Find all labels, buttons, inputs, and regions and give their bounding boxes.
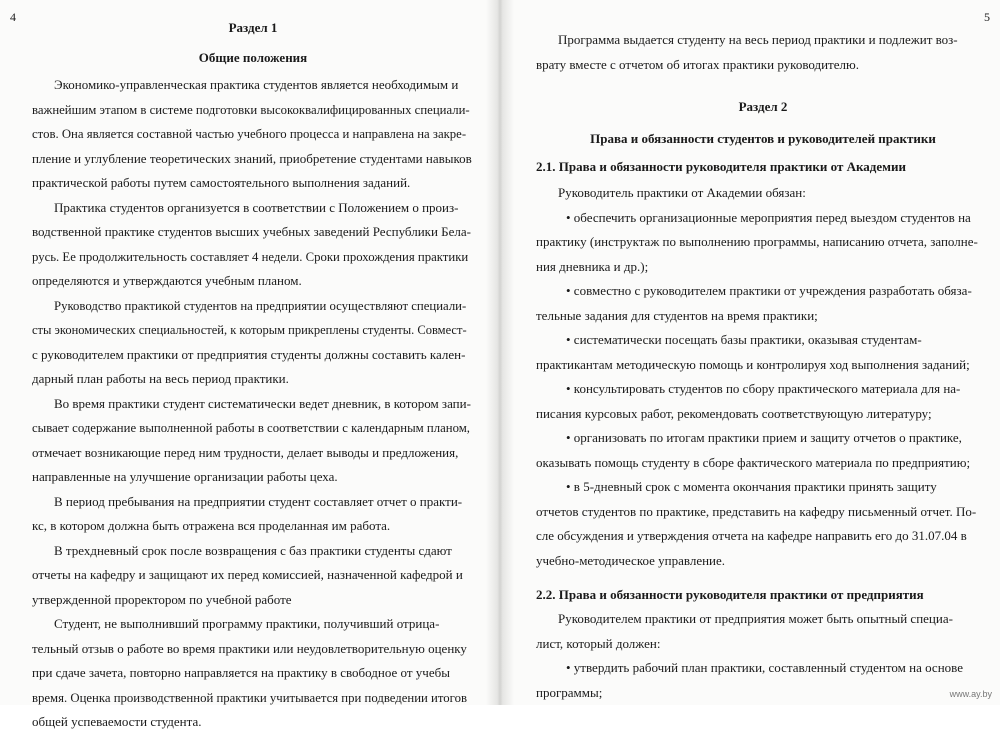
right-page-number: 5 [984,10,990,24]
bullet-line: • в 5-дневный срок с момента окончания практики принять защиту [566,479,937,494]
subsection2-body [536,607,990,705]
text-line: важнейшим этапом в системе подготовки высококвалифицированных специали- [32,102,470,117]
text-line: Программа выдается студенту на весь период практики и подлежит воз- [558,32,958,47]
text-line: оказывать помощь студенту в сборе фактического материала по предприятию; [536,454,971,470]
subsection1-body [536,181,990,573]
section1-title: Раздел 1 [228,20,278,35]
right-intro [536,28,990,77]
text-line: при сдаче зачета, повторно направляется на практику в свободное от учебы [32,665,450,680]
text-line: пление и углубление теоретических знаний, приобретение студентами навыков [32,150,472,166]
text-line: Экономико-управленческая практика студентов является необходимым и [54,77,459,92]
left-page-number: 4 [10,10,16,24]
text-line: Студент, не выполнивший программу практики, получивший отрица- [54,616,440,631]
subsection2-title: 2.2. Права и обязанности руководителя практики от предприятия [536,587,924,602]
subsection1-title: 2.1. Права и обязанности руководителя практики от Академии [536,159,906,174]
text-line: сле обсуждения и утверждения отчета на кафедре направить его до 31.07.04 в [536,528,967,543]
left-body [32,73,474,735]
text-line: водственной практике студентов высших учебных заведений Республики Бела- [32,224,471,239]
bullet-line: • утвердить рабочий план практики, составленный студентом на основе [566,660,963,675]
section1-subtitle: Общие положения [198,50,308,65]
text-line: тельный отзыв о работе во время практики или неудовлетворительную оценку [32,640,467,656]
section2-title: Раздел 2 [738,99,788,114]
text-line: практической работы путем самостоятельного выполнения заданий. [32,175,411,190]
bullet-line: • организовать по итогам практики прием и защиту отчетов о практике, [566,430,962,445]
book-gutter [486,0,514,705]
text-line: писания курсовых работ, рекомендовать соответствующую литературу; [536,405,932,421]
text-line: утвержденной проректором по учебной работе [32,591,292,607]
bullet-line: • обеспечить организационные мероприятия перед выездом студентов на [566,209,971,225]
text-line: практикантам методическую помощь и контролируя ход выполнения заданий; [536,356,970,372]
text-line: практику (инструктаж по выполнению программы, написанию отчета, заполне- [536,234,978,249]
text-line: кс, в котором должна быть отражена вся проделанная им работа. [32,518,391,533]
text-line: лист, который должен: [536,635,661,651]
text-line: время. Оценка производственной практики учитывается при подведении итогов [32,690,467,705]
text-line: ния дневника и др.); [536,258,649,274]
text-line: общей успеваемости студента. [32,714,202,729]
text-line: В трехдневный срок после возвращения с баз практики студенты сдают [54,542,452,558]
text-line: Руководителем практики от предприятия может быть опытный специа- [558,611,953,626]
bullet-line: • совместно с руководителем практики от учреждения разработать обяза- [566,283,972,298]
text-line: Практика студентов организуется в соответствии с Положением о произ- [54,199,459,215]
text-line: отмечает возникающие перед ним трудности, делает выводы и предложения, [32,444,459,460]
text-line: стов. Она является составной частью учебного процесса и направлена на закре- [32,127,467,141]
text-line: с руководителем практики от предприятия студенты должны составить кален- [32,346,466,362]
text-line: В период пребывания на предприятии студент составляет отчет о практи- [54,493,463,509]
text-line: дарный план работы на весь период практики. [32,371,289,386]
bullet-line: • систематически посещать базы практики, оказывая студентам- [566,332,922,347]
text-line: тельные задания для студентов на время практики; [536,307,818,323]
section2-subtitle: Права и обязанности студентов и руководителей практики [590,131,936,146]
text-line: врату вместе с отчетом об итогах практики руководителю. [536,56,859,72]
text-line: отчетов студентов по практике, представить на кафедру письменный отчет. По- [536,503,977,519]
text-line: Руководство практикой студентов на предприятии осуществляют специали- [54,298,467,313]
site-watermark: www.ay.by [949,689,992,699]
bullet-line: • консультировать студентов по сбору практического материала для на- [566,381,961,396]
text-line: Во время практики студент систематически ведет дневник, в котором запи- [54,395,471,411]
left-page [0,0,498,729]
right-page [502,0,1000,705]
text-line: программы; [536,684,603,700]
text-line: сывает содержание выполненной работы в соответствии с календарным планом, [32,421,470,435]
text-line: Руководитель практики от Академии обязан: [558,185,806,200]
text-line: определяются и утверждаются учебным планом. [32,273,302,288]
text-line: отчеты на кафедру и защищают их перед комиссией, назначенной кафедрой и [32,567,463,582]
text-line: русь. Ее продолжительность составляет 4 недели. Сроки прохождения практики [32,249,469,264]
text-line: учебно-методическое управление. [536,552,726,568]
text-line: сты экономических специальностей, к которым прикреплены студенты. Совмест- [32,323,467,337]
text-line: направленные на улучшение организации работы цеха. [32,469,338,484]
